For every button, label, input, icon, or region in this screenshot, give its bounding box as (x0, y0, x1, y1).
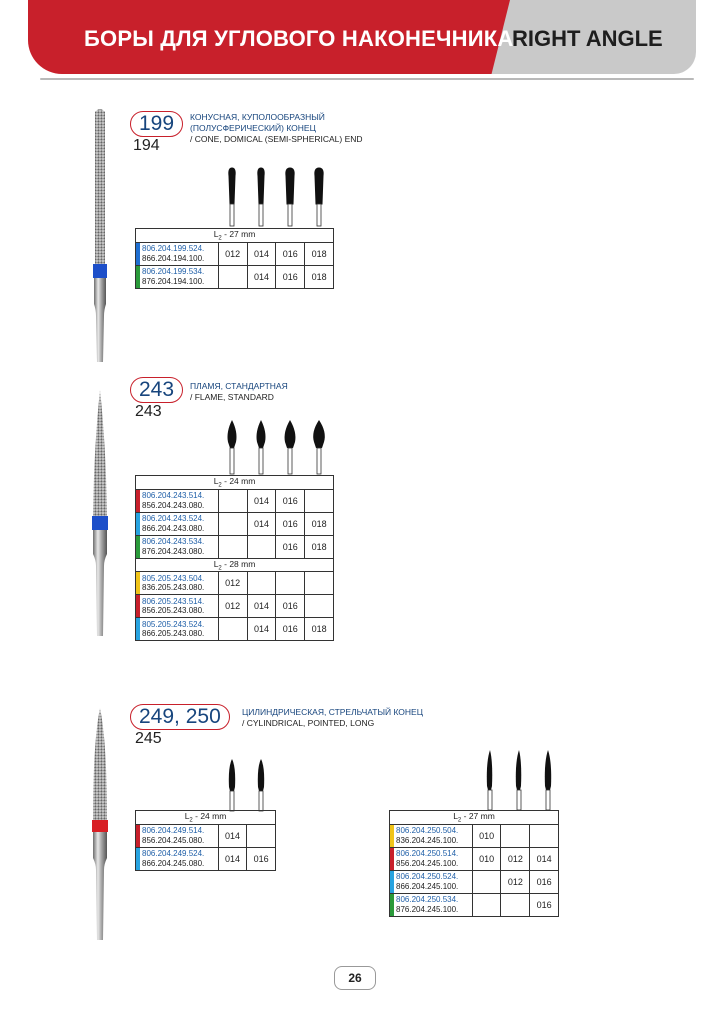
section-199-subnumber: 194 (133, 137, 160, 154)
section-249-number: 249, 250 (130, 704, 230, 730)
table-199 (135, 228, 334, 289)
section-249-subnumber: 245 (135, 730, 162, 747)
bur-image-199 (72, 104, 128, 364)
table-row: 806.204.250.524. 866.204.245.100. 012 016 (390, 870, 559, 893)
table-row: 806.204.243.534. 876.204.243.080. 016 018 (136, 535, 334, 558)
page-subtitle: RIGHT ANGLE (512, 26, 663, 51)
table-row: 806.204.243.524. 866.204.243.080. 014 016 018 (136, 512, 334, 535)
page-title: БОРЫ ДЛЯ УГЛОВОГО НАКОНЕЧНИКА (84, 26, 514, 51)
table-row: 806.204.199.534. 876.204.194.100. 014 016 018 (136, 265, 334, 288)
bur-icons-250 (478, 748, 562, 812)
table-249 (135, 810, 276, 871)
table-row: 806.204.249.524. 866.204.245.080. 014 016 (136, 847, 276, 870)
bur-icons-243 (222, 418, 332, 478)
table-250 (389, 810, 559, 917)
table-249-length-header: $L_2 - 24$ mm (136, 811, 276, 825)
section-199-desc-ru-1: КОНУСНАЯ, КУПОЛООБРАЗНЫЙ (190, 112, 325, 122)
table-row: 806.204.250.504. 836.204.245.100. 010 (390, 824, 559, 847)
table-250-length-header: $L_2 - 27$ mm (390, 811, 559, 825)
section-243-desc-en: / FLAME, STANDARD (190, 392, 274, 402)
table-row: 806.204.199.524. 866.204.194.100. 012 014 016 018 (136, 242, 334, 265)
table-row: 806.204.243.514. 856.204.243.080. 014 016 (136, 489, 334, 512)
table-row: 806.204.249.514. 856.204.245.080. 014 (136, 824, 276, 847)
bur-icons-249 (222, 757, 274, 813)
bur-image-243 (72, 386, 128, 646)
table-243-length-header-28: $L_2 - 28$ mm (136, 558, 334, 572)
section-199-number: 199 (130, 111, 183, 137)
table-199-length-header: $L_2 - 27$ mm (136, 229, 334, 243)
table-row: 806.204.250.514. 856.204.245.100. 010 012 014 (390, 847, 559, 870)
header-underline (40, 78, 694, 80)
bur-image-249 (72, 702, 128, 947)
section-249-desc-en: / CYLINDRICAL, POINTED, LONG (242, 718, 375, 728)
section-249-desc-ru: ЦИЛИНДРИЧЕСКАЯ, СТРЕЛЬЧАТЫЙ КОНЕЦ (242, 707, 424, 717)
section-243-desc-ru: ПЛАМЯ, СТАНДАРТНАЯ (190, 381, 288, 391)
section-199-desc-en: / CONE, DOMICAL (SEMI-SPHERICAL) END (190, 134, 363, 144)
table-row: 805.205.243.504. 836.205.243.080. 012 (136, 572, 334, 595)
table-row: 806.205.243.514. 856.205.243.080. 012 014 016 (136, 595, 334, 618)
table-243-length-header-24: $L_2 - 24$ mm (136, 476, 334, 490)
section-243-subnumber: 243 (135, 403, 162, 420)
table-243 (135, 475, 334, 641)
section-199-desc-ru-2: (ПОЛУСФЕРИЧЕСКИЙ) КОНЕЦ (190, 123, 316, 133)
section-243-number: 243 (130, 377, 183, 403)
table-row: 806.204.250.534. 876.204.245.100. 016 (390, 893, 559, 916)
table-row: 805.205.243.524. 866.205.243.080. 014 016 018 (136, 618, 334, 641)
page-number: 26 (334, 966, 376, 990)
bur-icons-199 (222, 166, 332, 230)
